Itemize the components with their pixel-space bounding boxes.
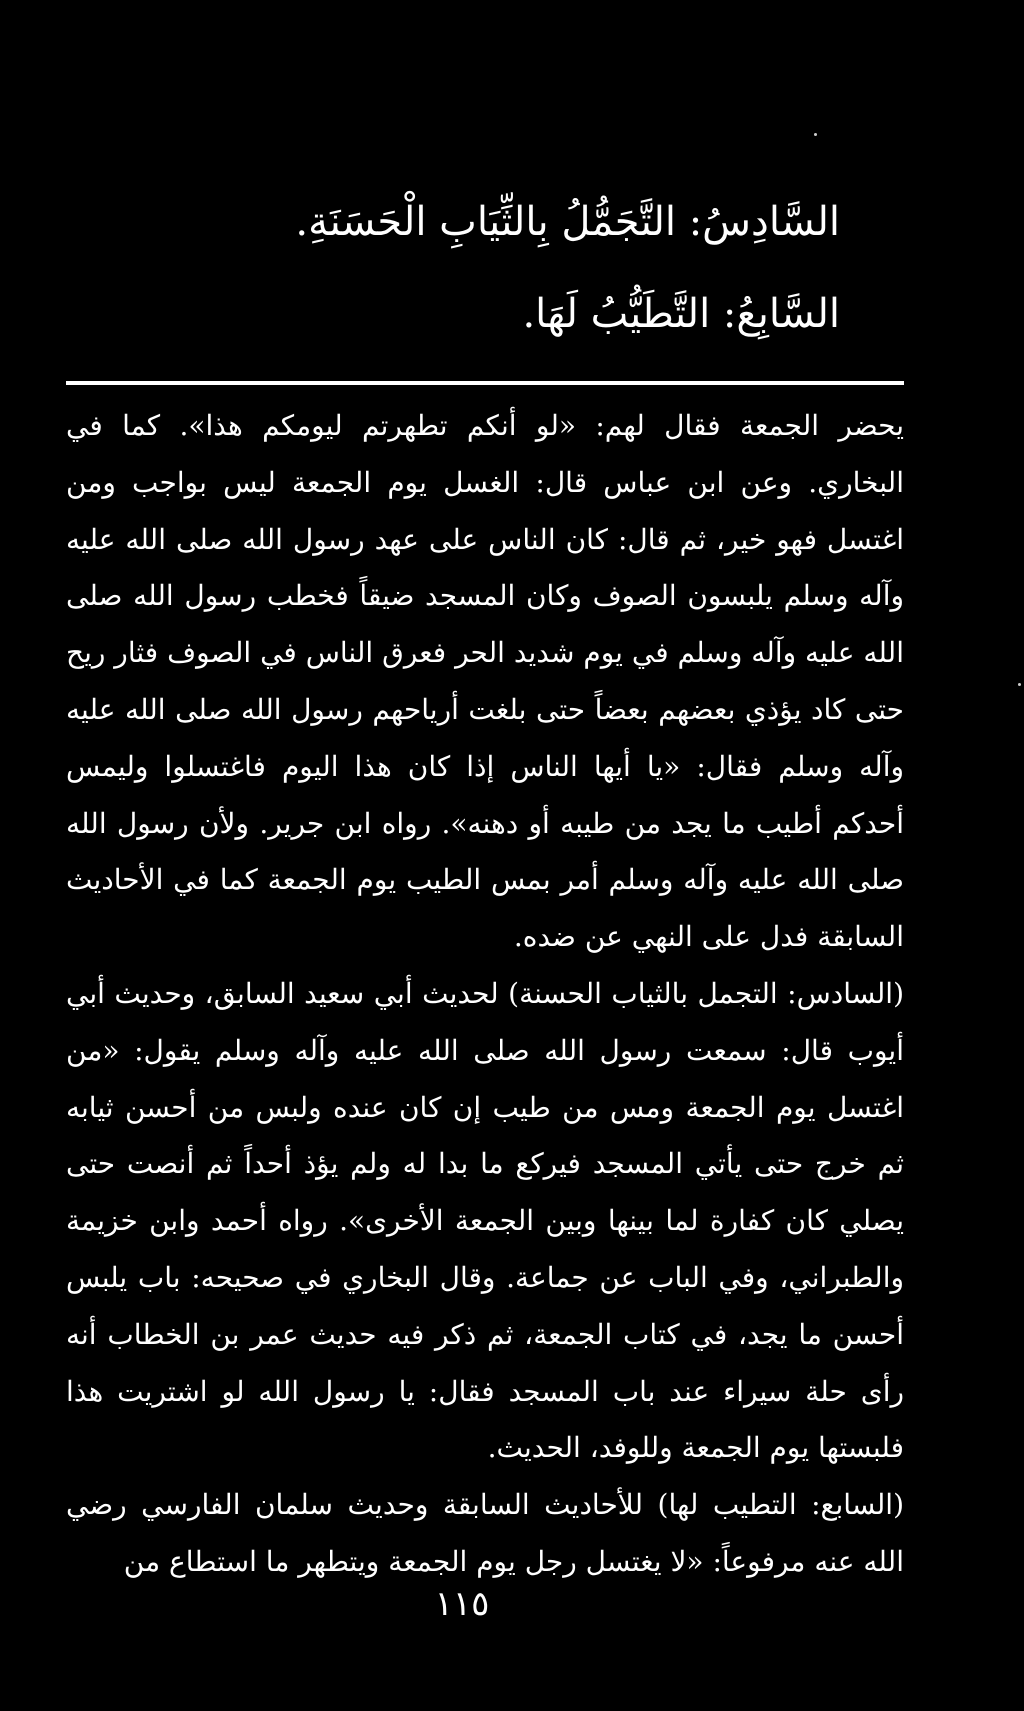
chapter-headings — [60, 196, 840, 380]
commentary-text — [66, 398, 904, 1591]
paragraph-friday-bath: يحضر الجمعة فقال لهم: «لو أنكم تطهرتم ليومكم هذا». كما في البخاري. وعن ابن عباس قال: الغسل يوم الجمعة ليس بواجب ومن اغتسل فهو خير، ثم قال: كان الناس على عهد رسول الله صلى الله عليه وآله وسلم يلبسون الصوف وكان المسجد ضيقاً فخطب رسول الله صلى الله عليه وآله وسلم في يوم شديد الحر فعرق الناس في الصوف فثار ريح حتى كاد يؤذي بعضهم بعضاً حتى بلغت أرياحهم رسول الله صلى الله عليه وآله وسلم فقال: «يا أيها الناس إذا كان هذا اليوم فاغتسلوا وليمس أحدكم أطيب ما يجد من طيبه أو دهنه». رواه ابن جرير. ولأن رسول الله صلى الله عليه وآله وسلم أمر بمس الطيب يوم الجمعة كما في الأحاديث السابقة فدل على النهي عن ضده. — [66, 409, 904, 954]
heading-seventh: السَّابِعُ: التَّطَيُّبُ لَهَا. — [522, 291, 840, 337]
scan-speck — [1018, 683, 1021, 686]
paragraph-sixth-clothing: (السادس: التجمل بالثياب الحسنة) لحديث أبي سعيد السابق، وحديث أبي أيوب قال: سمعت رسول الله صلى الله عليه وآله وسلم يقول: «من اغتسل يوم الجمعة ومس من طيب إن كان عنده ولبس من أحسن ثيابه ثم خرج حتى يأتي المسجد فيركع ما بدا له ولم يؤذ أحداً ثم أنصت حتى يصلي كان كفارة لما بينها وبين الجمعة الأخرى». رواه أحمد وابن خزيمة والطبراني، وفي الباب عن جماعة. وقال البخاري في صحيحه: باب يلبس أحسن ما يجد، في كتاب الجمعة، ثم ذكر فيه حديث عمر بن الخطاب أنه رأى حلة سيراء عند باب المسجد فقال: يا رسول الله لو اشتريت هذا فلبستها يوم الجمعة وللوفد، الحديث. — [66, 976, 905, 1465]
heading-sixth: السَّادِسُ: التَّجَمُّلُ بِالثِّيَابِ الْحَسَنَةِ. — [295, 199, 840, 245]
page-number: ١١٥ — [434, 1584, 490, 1624]
paragraph-seventh-perfume: (السابع: التطيب لها) للأحاديث السابقة وحديث سلمان الفارسي رضي الله عنه مرفوعاً: «لا يغتسل رجل يوم الجمعة ويتطهر ما استطاع من — [66, 1488, 904, 1578]
footnote-divider — [66, 381, 904, 385]
scan-speck — [814, 133, 817, 136]
